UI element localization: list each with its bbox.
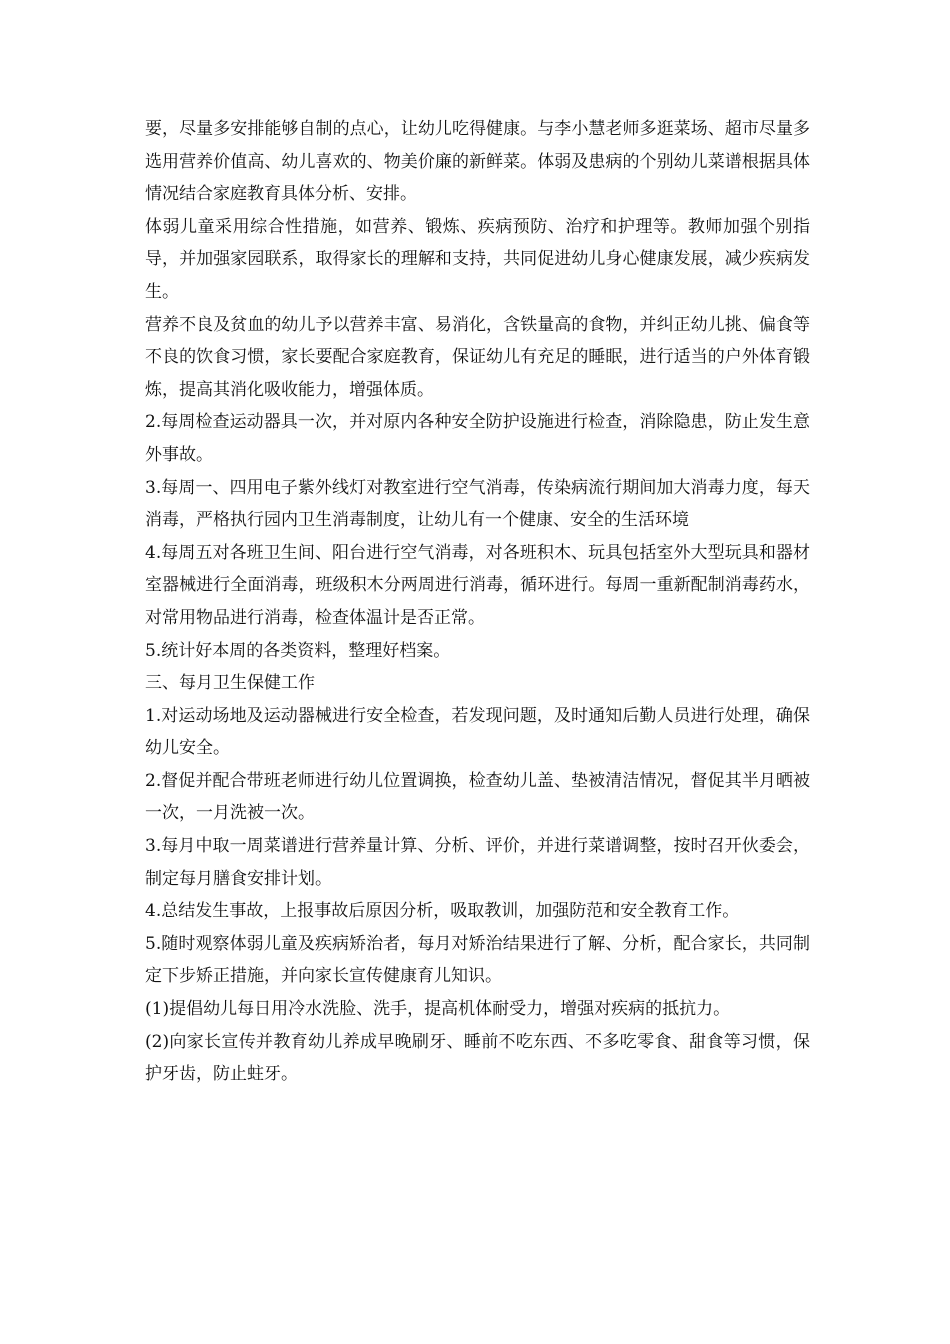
section-heading-monthly: 三、每月卫生保健工作: [145, 673, 315, 694]
paragraph-weekly-item-5: 5.统计好本周的各类资料，整理好档案。: [145, 640, 451, 661]
paragraph-menu-planning: 要，尽量多安排能够自制的点心，让幼儿吃得健康。与李小慧老师多逛菜场、超市尽量多选用营养价值高、幼儿喜欢的、物美价廉的新鲜菜。体弱及患病的个别幼儿菜谱根据具体情况结合家庭教育具体分析、安排。: [145, 119, 810, 205]
paragraph-monthly-item-3: 3.每月中取一周菜谱进行营养量计算、分析、评价，并进行菜谱调整，按时召开伙委会，制定每月膳食安排计划。: [145, 836, 810, 889]
paragraph-weekly-item-2: 2.每周检查运动器具一次，并对原内各种安全防护设施进行检查，消除隐患，防止发生意外事故。: [145, 412, 810, 465]
paragraph-sub-item-2: (2)向家长宣传并教育幼儿养成早晚刷牙、睡前不吃东西、不多吃零食、甜食等习惯，保护牙齿，防止蛀牙。: [145, 1031, 810, 1085]
paragraph-weak-children: 体弱儿童采用综合性措施，如营养、锻炼、疾病预防、治疗和护理等。教师加强个别指导，并加强家园联系，取得家长的理解和支持，共同促进幼儿身心健康发展，减少疾病发生。: [145, 216, 810, 302]
paragraph-sub-item-1: (1)提倡幼儿每日用冷水洗脸、洗手，提高机体耐受力，增强对疾病的抵抗力。: [145, 999, 731, 1020]
paragraph-monthly-item-4: 4.总结发生事故，上报事故后原因分析，吸取教训，加强防范和安全教育工作。: [145, 901, 740, 922]
document-body: [145, 113, 810, 1091]
paragraph-weekly-item-4: 4.每周五对各班卫生间、阳台进行空气消毒，对各班积木、玩具包括室外大型玩具和器材室器械进行全面消毒，班级积木分两周进行消毒，循环进行。每周一重新配制消毒药水，对常用物品进行消毒，检查体温计是否正常。: [145, 542, 810, 628]
paragraph-monthly-item-2: 2.督促并配合带班老师进行幼儿位置调换，检查幼儿盖、垫被清洁情况，督促其半月晒被一次，一月洗被一次。: [145, 770, 810, 824]
paragraph-monthly-item-5: 5.随时观察体弱儿童及疾病矫治者，每月对矫治结果进行了解、分析，配合家长，共同制定下步矫正措施，并向家长宣传健康育儿知识。: [145, 933, 810, 987]
paragraph-malnutrition: 营养不良及贫血的幼儿予以营养丰富、易消化，含铁量高的食物，并纠正幼儿挑、偏食等不良的饮食习惯，家长要配合家庭教育，保证幼儿有充足的睡眠，进行适当的户外体育锻炼，提高其消化吸收能力，增强体质。: [145, 314, 810, 400]
paragraph-weekly-item-3: 3.每周一、四用电子紫外线灯对教室进行空气消毒，传染病流行期间加大消毒力度，每天消毒，严格执行园内卫生消毒制度，让幼儿有一个健康、安全的生活环境: [145, 477, 810, 531]
paragraph-monthly-item-1: 1.对运动场地及运动器械进行安全检查，若发现问题，及时通知后勤人员进行处理，确保幼儿安全。: [145, 705, 810, 759]
